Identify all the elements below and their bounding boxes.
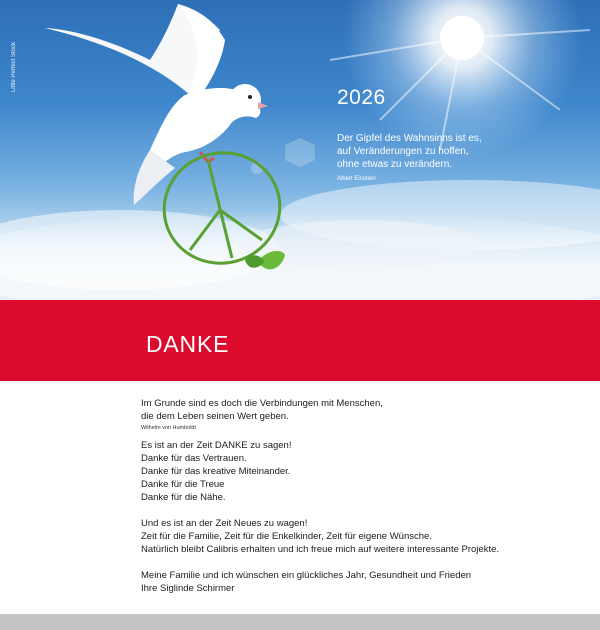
thanks-line: Danke für die Treue bbox=[141, 479, 225, 490]
year-label: 2026 bbox=[337, 86, 386, 109]
footer-bar bbox=[0, 614, 600, 630]
humboldt-quote-line: Im Grunde sind es doch die Verbindungen mit Menschen, bbox=[141, 398, 383, 409]
dove-illustration bbox=[45, 4, 268, 205]
hero-image bbox=[0, 0, 600, 300]
signature-line: Ihre Siglinde Schirmer bbox=[141, 583, 235, 594]
thanks-line: Danke für das kreative Miteinander. bbox=[141, 466, 291, 477]
humboldt-quote-line: die dem Leben seinen Wert geben. bbox=[141, 411, 289, 422]
hero-quote-line: auf Veränderungen zu hoffen, bbox=[337, 146, 469, 157]
thanks-line: Danke für das Vertrauen. bbox=[141, 453, 247, 464]
title-band bbox=[0, 300, 600, 381]
sky-illustration bbox=[0, 0, 600, 300]
paragraph-gap bbox=[141, 504, 581, 517]
hero-quote-author: Albert Einstein bbox=[337, 176, 376, 182]
new-line: Natürlich bleibt Calibris erhalten und ich freue mich auf weitere interessante Projekte. bbox=[141, 544, 500, 555]
band-title: DANKE bbox=[146, 331, 230, 357]
hero-quote bbox=[337, 132, 482, 171]
closing-line: Meine Familie und ich wünschen ein glückliches Jahr, Gesundheit und Frieden bbox=[141, 570, 472, 581]
hero-quote-line: Der Gipfel des Wahnsinns ist es, bbox=[337, 133, 482, 144]
thanks-line: Danke für die Nähe. bbox=[141, 492, 226, 503]
new-line: Und es ist an der Zeit Neues zu wagen! bbox=[141, 518, 308, 529]
humboldt-quote-author: Wilhelm von Humboldt bbox=[141, 425, 197, 431]
letter-body bbox=[141, 397, 581, 595]
hero-quote-line: ohne etwas zu verändern. bbox=[337, 159, 453, 170]
thanks-line: Es ist an der Zeit DANKE zu sagen! bbox=[141, 440, 292, 451]
new-line: Zeit für die Familie, Zeit für die Enkelkinder, Zeit für eigene Wünsche. bbox=[141, 531, 432, 542]
photo-credit: Little Perfect Stock bbox=[11, 41, 17, 92]
paragraph-gap bbox=[141, 556, 581, 569]
